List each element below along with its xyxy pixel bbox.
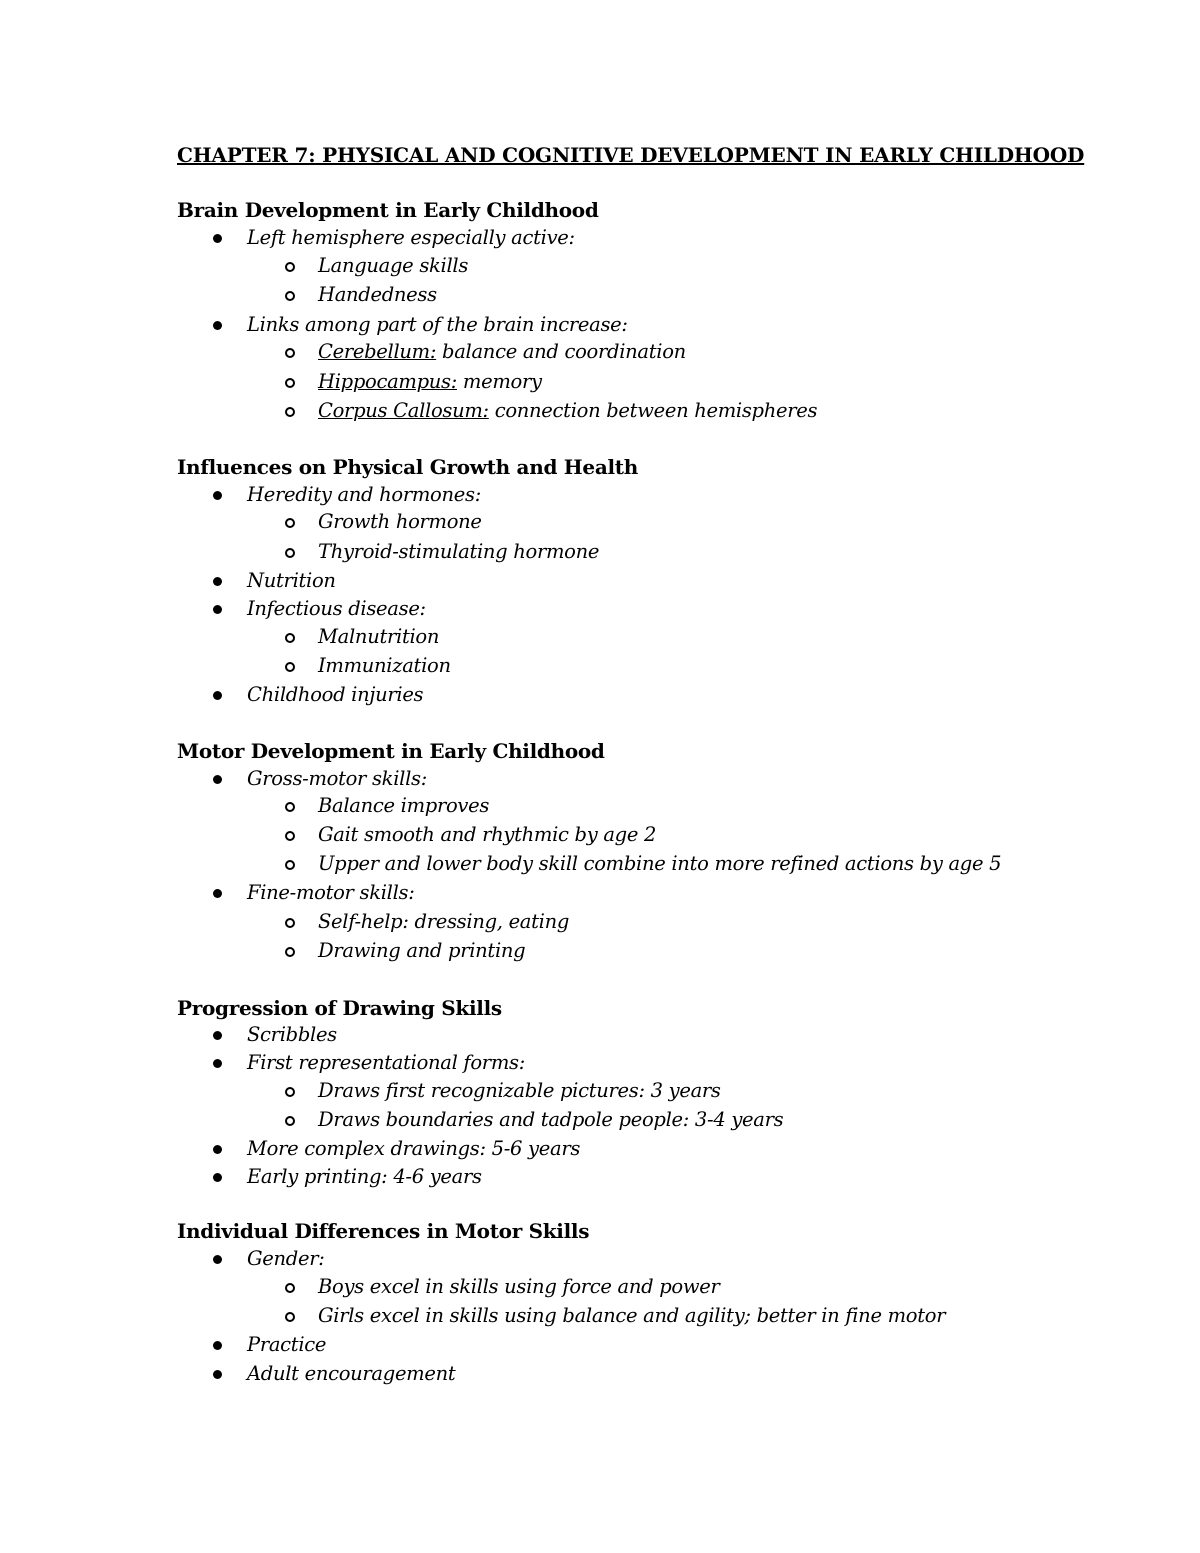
bullet-circle-icon [285, 1283, 295, 1293]
bullet-circle-icon [285, 262, 295, 272]
list-item: Links among part of the brain increase: [247, 313, 628, 336]
bullet-disc-icon [213, 605, 222, 614]
term-label: Corpus Callosum: [318, 399, 489, 422]
bullet-disc-icon [213, 234, 222, 243]
bullet-circle-icon [285, 831, 295, 841]
sub-list-item [318, 340, 686, 364]
list-item: More complex drawings: 5-6 years [247, 1137, 581, 1160]
bullet-circle-icon [285, 1116, 295, 1126]
section-heading: Progression of Drawing Skills [177, 996, 502, 1020]
list-item: Fine-motor skills: [247, 881, 415, 904]
sub-list-item: Malnutrition [318, 625, 440, 648]
bullet-disc-icon [213, 1341, 222, 1350]
term-definition: memory [457, 370, 542, 393]
sub-list-item: Gait smooth and rhythmic by age 2 [318, 823, 657, 846]
sub-list-item: Girls excel in skills using balance and agility; better in fine motor [318, 1304, 946, 1327]
sub-list-item: Language skills [318, 254, 469, 277]
bullet-circle-icon [285, 518, 295, 528]
list-item: Heredity and hormones: [247, 483, 481, 506]
bullet-circle-icon [285, 348, 295, 358]
bullet-circle-icon [285, 407, 295, 417]
section-heading: Motor Development in Early Childhood [177, 739, 605, 763]
term-label: Cerebellum: [318, 340, 437, 363]
list-item: Gender: [247, 1247, 325, 1270]
sub-list-item: Handedness [318, 283, 437, 306]
sub-list-item: Draws first recognizable pictures: 3 years [318, 1079, 721, 1102]
list-item: Infectious disease: [247, 597, 426, 620]
sub-list-item [318, 370, 542, 394]
term-definition: balance and coordination [436, 340, 686, 363]
term-definition: connection between hemispheres [488, 399, 818, 422]
sub-list-item: Draws boundaries and tadpole people: 3-4 years [318, 1108, 784, 1131]
sub-list-item: Drawing and printing [318, 939, 526, 962]
bullet-disc-icon [213, 691, 222, 700]
bullet-circle-icon [285, 548, 295, 558]
sub-list-item [318, 399, 817, 423]
bullet-disc-icon [213, 775, 222, 784]
list-item: Practice [247, 1333, 327, 1356]
sub-list-item: Balance improves [318, 794, 490, 817]
sub-list-item: Self-help: dressing, eating [318, 910, 570, 933]
sub-list-item: Thyroid-stimulating hormone [318, 540, 600, 563]
bullet-circle-icon [285, 662, 295, 672]
bullet-circle-icon [285, 947, 295, 957]
bullet-disc-icon [213, 1173, 222, 1182]
bullet-disc-icon [213, 1031, 222, 1040]
bullet-disc-icon [213, 577, 222, 586]
bullet-disc-icon [213, 1059, 222, 1068]
bullet-circle-icon [285, 802, 295, 812]
list-item: Scribbles [247, 1023, 337, 1046]
chapter-title: CHAPTER 7: PHYSICAL AND COGNITIVE DEVELOPMENT IN EARLY CHILDHOOD [177, 143, 1085, 167]
bullet-circle-icon [285, 633, 295, 643]
list-item: Left hemisphere especially active: [247, 226, 575, 249]
list-item: Nutrition [247, 569, 336, 592]
bullet-disc-icon [213, 321, 222, 330]
sub-list-item: Growth hormone [318, 510, 482, 533]
sub-list-item: Boys excel in skills using force and power [318, 1275, 720, 1298]
bullet-circle-icon [285, 1087, 295, 1097]
bullet-disc-icon [213, 491, 222, 500]
bullet-circle-icon [285, 1312, 295, 1322]
sub-list-item: Upper and lower body skill combine into more refined actions by age 5 [318, 852, 1002, 875]
list-item: Early printing: 4-6 years [247, 1165, 482, 1188]
list-item: First representational forms: [247, 1051, 525, 1074]
bullet-disc-icon [213, 1370, 222, 1379]
sub-list-item: Immunization [318, 654, 451, 677]
bullet-circle-icon [285, 378, 295, 388]
list-item: Gross-motor skills: [247, 767, 427, 790]
section-heading: Influences on Physical Growth and Health [177, 455, 638, 479]
section-heading: Individual Differences in Motor Skills [177, 1219, 590, 1243]
bullet-disc-icon [213, 889, 222, 898]
list-item: Childhood injuries [247, 683, 424, 706]
term-label: Hippocampus: [318, 370, 458, 393]
bullet-disc-icon [213, 1145, 222, 1154]
bullet-circle-icon [285, 291, 295, 301]
bullet-disc-icon [213, 1255, 222, 1264]
bullet-circle-icon [285, 918, 295, 928]
list-item: Adult encouragement [247, 1362, 456, 1385]
section-heading: Brain Development in Early Childhood [177, 198, 599, 222]
bullet-circle-icon [285, 860, 295, 870]
